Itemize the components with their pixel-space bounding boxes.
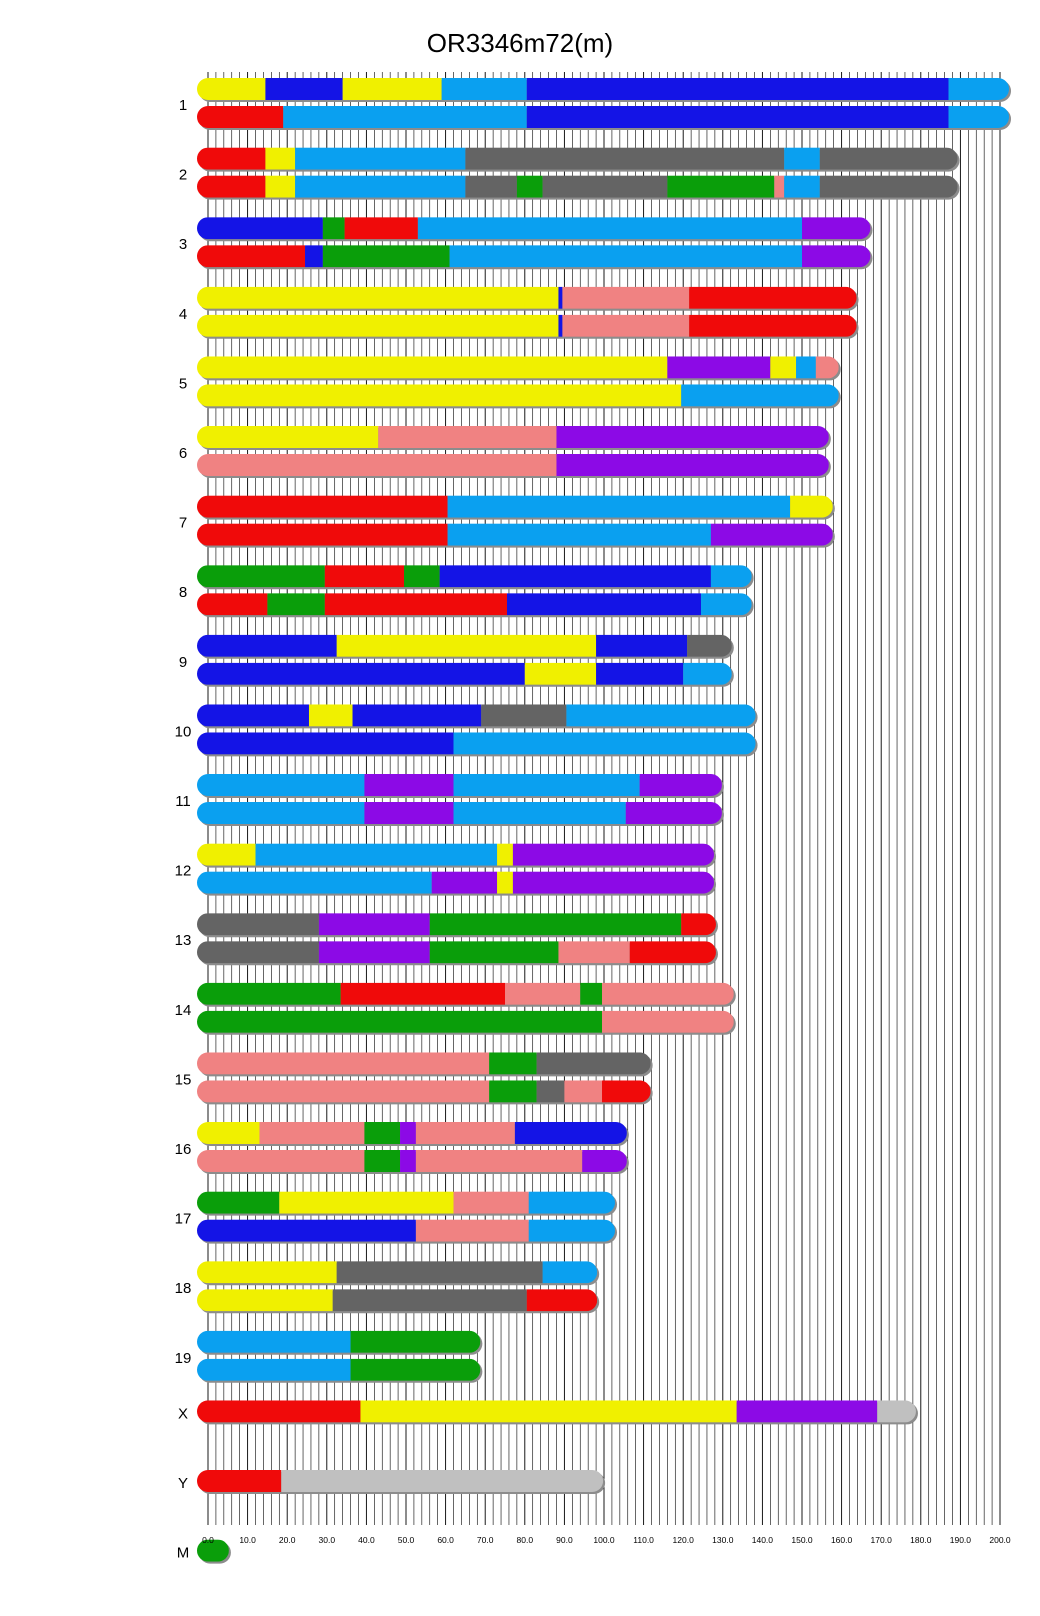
bar-segment: [197, 802, 364, 824]
bar-segment: [197, 1331, 351, 1353]
bar-segment: [337, 635, 596, 657]
bar-segment: [701, 593, 752, 615]
bar-segment: [564, 1080, 602, 1102]
bar-segment: [279, 1192, 453, 1214]
haplotype-bar: [197, 983, 736, 1007]
chromosome-label: 18: [174, 1280, 192, 1298]
bar-segment: [353, 704, 482, 726]
chromosome-label: 11: [175, 793, 191, 810]
bar-segment: [197, 913, 319, 935]
bar-segment: [197, 176, 265, 198]
haplotype-bar: [197, 78, 1011, 102]
chromosome-label: 16: [174, 1141, 192, 1158]
bar-segment: [949, 78, 1010, 100]
bar-segment: [770, 356, 796, 378]
chromosome-label: 15: [174, 1071, 192, 1089]
bar-segment: [265, 78, 342, 100]
bar-segment: [430, 941, 559, 963]
haplotype-bar: [197, 1052, 653, 1076]
x-tick-label: 180.0: [910, 1535, 932, 1545]
bar-segment: [305, 245, 323, 267]
bar-segment: [323, 245, 450, 267]
bar-segment: [784, 148, 820, 170]
bar-segment: [558, 287, 562, 309]
haplotype-bar: [197, 524, 835, 548]
x-tick-label: 170.0: [870, 1535, 892, 1545]
haplotype-bar: [197, 732, 758, 756]
bar-segment: [309, 704, 353, 726]
bar-segment: [197, 872, 432, 894]
haplotype-bar: [197, 774, 724, 798]
haplotype-bar: [197, 384, 841, 408]
haplotype-bar: [197, 1011, 736, 1035]
bar-segment: [820, 148, 958, 170]
bar-segment: [517, 176, 543, 198]
bar-segment: [416, 1122, 515, 1144]
bar-segment: [774, 176, 784, 198]
bar-segment: [562, 315, 689, 337]
bar-segment: [529, 1192, 615, 1214]
bar-segment: [556, 426, 828, 448]
bar-segment: [556, 454, 828, 476]
bar-segment: [319, 941, 430, 963]
bar-segment: [360, 1400, 736, 1422]
bar-segment: [197, 217, 323, 239]
bar-segment: [667, 176, 774, 198]
bar-segment: [351, 1359, 481, 1381]
chromosome-label: 5: [178, 375, 188, 393]
bar-segment: [197, 148, 265, 170]
bar-segment: [197, 1192, 279, 1214]
bar-segment: [527, 106, 949, 128]
bar-segment: [197, 565, 325, 587]
haplotype-bar: [197, 802, 724, 826]
bar-segment: [197, 454, 556, 476]
bar-segment: [343, 78, 442, 100]
bar-segment: [626, 802, 722, 824]
bar-segment: [507, 593, 701, 615]
x-tick-label: 120.0: [672, 1535, 694, 1545]
haplotype-bar: [197, 1150, 629, 1174]
bar-segment: [333, 1289, 527, 1311]
haplotype-bar: [197, 217, 872, 241]
bar-segment: [689, 315, 856, 337]
haplotype-bar: [197, 593, 754, 617]
chromosome-label: 13: [174, 932, 192, 950]
bar-segment: [265, 176, 295, 198]
x-axis-ticks: [202, 1535, 1011, 1545]
bar-segment: [525, 663, 596, 685]
bar-segment: [816, 356, 839, 378]
haplotype-bar: [197, 1192, 617, 1216]
x-tick-label: 100.0: [593, 1535, 615, 1545]
bar-segment: [364, 1122, 400, 1144]
bar-segment: [197, 663, 525, 685]
haplotype-bar: [197, 1080, 653, 1104]
bar-segment: [949, 106, 1010, 128]
bar-segment: [197, 1011, 602, 1033]
bar-segment: [283, 106, 527, 128]
bar-segment: [667, 356, 770, 378]
haplotype-bar: [197, 454, 831, 478]
chart-title: OR3346m72(m): [426, 28, 614, 58]
bar-segment: [364, 1150, 400, 1172]
bar-segment: [497, 872, 513, 894]
bar-segment: [325, 593, 507, 615]
bar-segment: [681, 913, 716, 935]
x-tick-label: 140.0: [751, 1535, 774, 1545]
bar-segment: [558, 941, 629, 963]
haplotype-bar: [197, 1122, 629, 1146]
bar-segment: [404, 565, 440, 587]
bar-segment: [197, 356, 667, 378]
bar-segment: [489, 1080, 537, 1102]
bar-segment: [416, 1220, 529, 1242]
bar-segment: [543, 1261, 598, 1283]
haplotype-bar: [197, 872, 716, 896]
chromosome-label: Y: [177, 1475, 189, 1492]
haplotype-bar: [197, 663, 734, 687]
haplotype-bar: [197, 1220, 617, 1244]
chromosome-label: 9: [178, 653, 188, 671]
bar-segment: [325, 565, 404, 587]
bar-segment: [454, 732, 756, 754]
bar-segment: [197, 941, 319, 963]
bar-segment: [527, 1289, 597, 1311]
bar-segment: [197, 78, 265, 100]
bar-segment: [580, 983, 602, 1005]
bar-segment: [281, 1470, 603, 1492]
haplotype-bar: [197, 844, 716, 868]
chromosome-labels: [175, 97, 192, 1562]
bar-segment: [566, 704, 755, 726]
bar-segment: [197, 524, 448, 546]
bar-segment: [640, 774, 722, 796]
bar-segment: [513, 844, 714, 866]
bar-segment: [442, 78, 527, 100]
chromosome-label: 7: [178, 514, 188, 532]
bar-segment: [465, 148, 784, 170]
bar-segment: [197, 496, 448, 518]
bar-segment: [295, 148, 465, 170]
bar-segment: [197, 774, 364, 796]
bar-segment: [337, 1261, 543, 1283]
haplotype-bar: [197, 245, 872, 269]
x-tick-label: 50.0: [397, 1535, 415, 1545]
bar-segment: [319, 913, 430, 935]
bar-segment: [351, 1331, 481, 1353]
haplotype-bar: [197, 704, 758, 728]
x-tick-label: 90.0: [556, 1535, 573, 1545]
chromosome-label: 1: [178, 97, 188, 114]
x-tick-label: 160.0: [830, 1535, 853, 1545]
bar-segment: [323, 217, 345, 239]
x-tick-label: 130.0: [712, 1535, 734, 1545]
bar-segment: [197, 732, 454, 754]
chromosome-label: 6: [178, 445, 188, 462]
bar-segment: [364, 802, 453, 824]
chromosome-label: 10: [174, 723, 192, 741]
bar-segment: [197, 384, 681, 406]
bar-segment: [197, 1261, 337, 1283]
haplotype-bar: [197, 1261, 599, 1285]
haplotype-bar: [197, 1359, 482, 1383]
chromosome-label: 19: [174, 1349, 192, 1367]
bar-segment: [582, 1150, 627, 1172]
bar-segment: [784, 176, 820, 198]
bar-segment: [197, 844, 256, 866]
bar-segment: [197, 1220, 416, 1242]
bar-segment: [796, 356, 816, 378]
bar-segment: [802, 245, 870, 267]
bar-segment: [683, 663, 732, 685]
haplotype-bar: [197, 496, 835, 520]
x-tick-label: 200.0: [989, 1535, 1011, 1545]
haplotype-bar: [197, 106, 1011, 130]
bar-segment: [197, 1470, 281, 1492]
bar-segment: [197, 704, 309, 726]
bar-segment: [602, 983, 734, 1005]
x-tick-label: 110.0: [633, 1535, 654, 1545]
bar-segment: [454, 774, 640, 796]
haplotype-bar: [197, 176, 960, 200]
bar-segment: [256, 844, 498, 866]
bar-segment: [465, 176, 516, 198]
bar-segment: [197, 315, 558, 337]
bar-segment: [448, 496, 791, 518]
bar-segment: [430, 913, 681, 935]
bar-segment: [197, 593, 267, 615]
haplotype-bar: [197, 913, 718, 937]
bar-segment: [197, 106, 283, 128]
bar-segment: [505, 983, 580, 1005]
bar-segment: [265, 148, 295, 170]
bar-segment: [197, 426, 378, 448]
bar-segment: [497, 844, 513, 866]
bar-segment: [515, 1122, 627, 1144]
haplotype-bar: [197, 356, 841, 380]
chromosome-label: 12: [174, 862, 192, 880]
haplotype-bar: [197, 287, 859, 311]
bar-segment: [400, 1122, 416, 1144]
bar-segment: [197, 1122, 259, 1144]
bar-segment: [711, 524, 833, 546]
haplotype-bar: [197, 565, 754, 589]
chromosome-label: 14: [174, 1001, 192, 1019]
x-tick-label: 30.0: [318, 1535, 336, 1545]
bar-segment: [259, 1122, 364, 1144]
bar-segment: [802, 217, 870, 239]
bar-segment: [432, 872, 497, 894]
chromosome-label: 2: [178, 166, 188, 184]
bar-segment: [596, 635, 687, 657]
bar-segment: [295, 176, 465, 198]
chromosome-label: X: [177, 1405, 189, 1423]
bar-segment: [400, 1150, 416, 1172]
bar-segment: [267, 593, 324, 615]
chromosome-label: 4: [178, 305, 188, 323]
x-tick-label: 60.0: [437, 1535, 454, 1545]
bar-segment: [378, 426, 556, 448]
bar-segment: [529, 1220, 615, 1242]
x-tick-label: 40.0: [358, 1535, 375, 1545]
bar-segment: [711, 565, 752, 587]
bar-segment: [877, 1400, 916, 1422]
bar-segment: [630, 941, 716, 963]
haplotype-bar: [197, 315, 859, 339]
bar-segment: [454, 802, 626, 824]
bar-segment: [197, 635, 337, 657]
bar-segment: [513, 872, 714, 894]
bar-segment: [197, 1289, 333, 1311]
bar-segment: [197, 1080, 489, 1102]
bar-segment: [197, 287, 558, 309]
haplotype-bar: [197, 1331, 482, 1355]
bar-segment: [681, 384, 839, 406]
bar-segment: [543, 176, 668, 198]
haplotype-bar: [197, 1400, 918, 1424]
x-tick-label: 150.0: [791, 1535, 813, 1545]
chromosome-label: 8: [178, 584, 188, 602]
x-tick-label: 70.0: [476, 1535, 494, 1545]
chromosome-label: 17: [174, 1210, 192, 1228]
bar-segment: [820, 176, 958, 198]
bar-segment: [537, 1080, 565, 1102]
bar-segment: [418, 217, 802, 239]
x-tick-label: 20.0: [278, 1535, 296, 1545]
bar-segment: [416, 1150, 582, 1172]
bar-segment: [489, 1052, 537, 1074]
bar-segment: [197, 1400, 360, 1422]
bar-segment: [440, 565, 711, 587]
bar-segment: [602, 1080, 651, 1102]
bar-segment: [481, 704, 566, 726]
chromosome-label: 3: [178, 236, 188, 254]
bar-segment: [364, 774, 453, 796]
bar-segment: [345, 217, 418, 239]
bar-segment: [450, 245, 802, 267]
bar-segment: [197, 245, 305, 267]
bar-segment: [527, 78, 949, 100]
bar-segment: [596, 663, 683, 685]
bar-segment: [197, 1359, 351, 1381]
bar-segment: [687, 635, 732, 657]
bar-segment: [341, 983, 505, 1005]
bar-segment: [197, 1150, 364, 1172]
haplotype-bar: [197, 635, 734, 659]
bar-segment: [197, 1052, 489, 1074]
bar-segment: [558, 315, 562, 337]
haplotype-bar: [197, 148, 960, 172]
bar-segment: [689, 287, 856, 309]
x-tick-label: 0.0: [202, 1535, 214, 1545]
x-tick-label: 10.0: [239, 1535, 256, 1545]
bar-segment: [737, 1400, 878, 1422]
bar-segment: [790, 496, 833, 518]
haplotype-bar: [197, 1289, 599, 1313]
bar-segment: [448, 524, 711, 546]
bar-segment: [197, 983, 341, 1005]
bar-segment: [454, 1192, 529, 1214]
bar-segment: [537, 1052, 651, 1074]
bar-segment: [562, 287, 689, 309]
haplotype-bar: [197, 1470, 605, 1494]
haplotype-bar: [197, 426, 831, 450]
bar-segment: [602, 1011, 734, 1033]
haplotype-bar: [197, 941, 718, 965]
x-tick-label: 80.0: [516, 1535, 534, 1545]
x-tick-label: 190.0: [949, 1535, 972, 1545]
chromosome-label: M: [176, 1544, 190, 1562]
